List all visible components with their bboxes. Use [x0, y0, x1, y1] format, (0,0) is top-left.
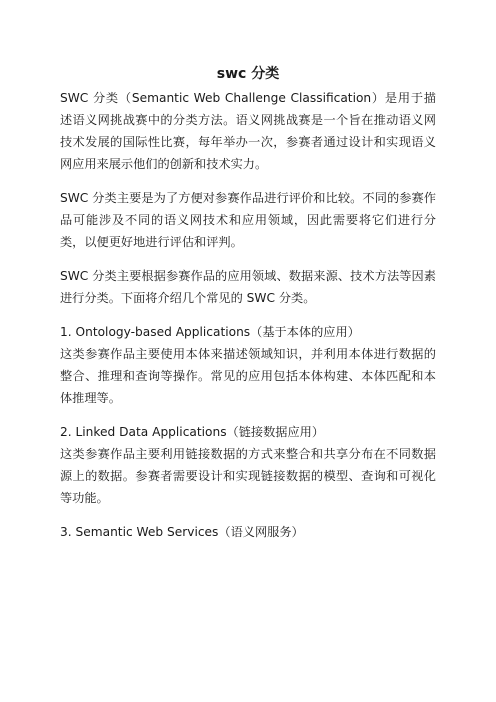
section-heading: 1. Ontology-based Applications（基于本体的应用）: [60, 325, 360, 339]
section-body: 这类参赛作品主要使用本体来描述领域知识，并利用本体进行数据的整合、推理和查询等操作。常见的应用包括本体构建、本体匹配和本体推理等。: [60, 347, 436, 405]
section-semantic-web-services: [60, 521, 436, 543]
intro-paragraph-1: SWC 分类（Semantic Web Challenge Classification）是用于描述语义网挑战赛中的分类方法。语义网挑战赛是一个旨在推动语义网技术发展的国际性比赛，每年举办一次，参赛者通过设计和实现语义网应用来展示他们的创新和技术实力。: [60, 91, 436, 171]
section-body: 这类参赛作品主要利用链接数据的方式来整合和共享分布在不同数据源上的数据。参赛者需要设计和实现链接数据的模型、查询和可视化等功能。: [60, 447, 436, 505]
section-ontology-based: [60, 321, 436, 409]
intro-paragraph-3: SWC 分类主要根据参赛作品的应用领域、数据来源、技术方法等因素进行分类。下面将介绍几个常见的 SWC 分类。: [60, 269, 436, 305]
document-title: swc 分类: [216, 66, 280, 82]
section-heading: 3. Semantic Web Services（语义网服务）: [60, 525, 304, 539]
section-linked-data: [60, 421, 436, 509]
document-page: [60, 64, 436, 555]
intro-paragraph-2: SWC 分类主要是为了方便对参赛作品进行评价和比较。不同的参赛作品可能涉及不同的语义网技术和应用领域，因此需要将它们进行分类，以便更好地进行评估和评判。: [60, 191, 436, 249]
section-heading: 2. Linked Data Applications（链接数据应用）: [60, 425, 325, 439]
